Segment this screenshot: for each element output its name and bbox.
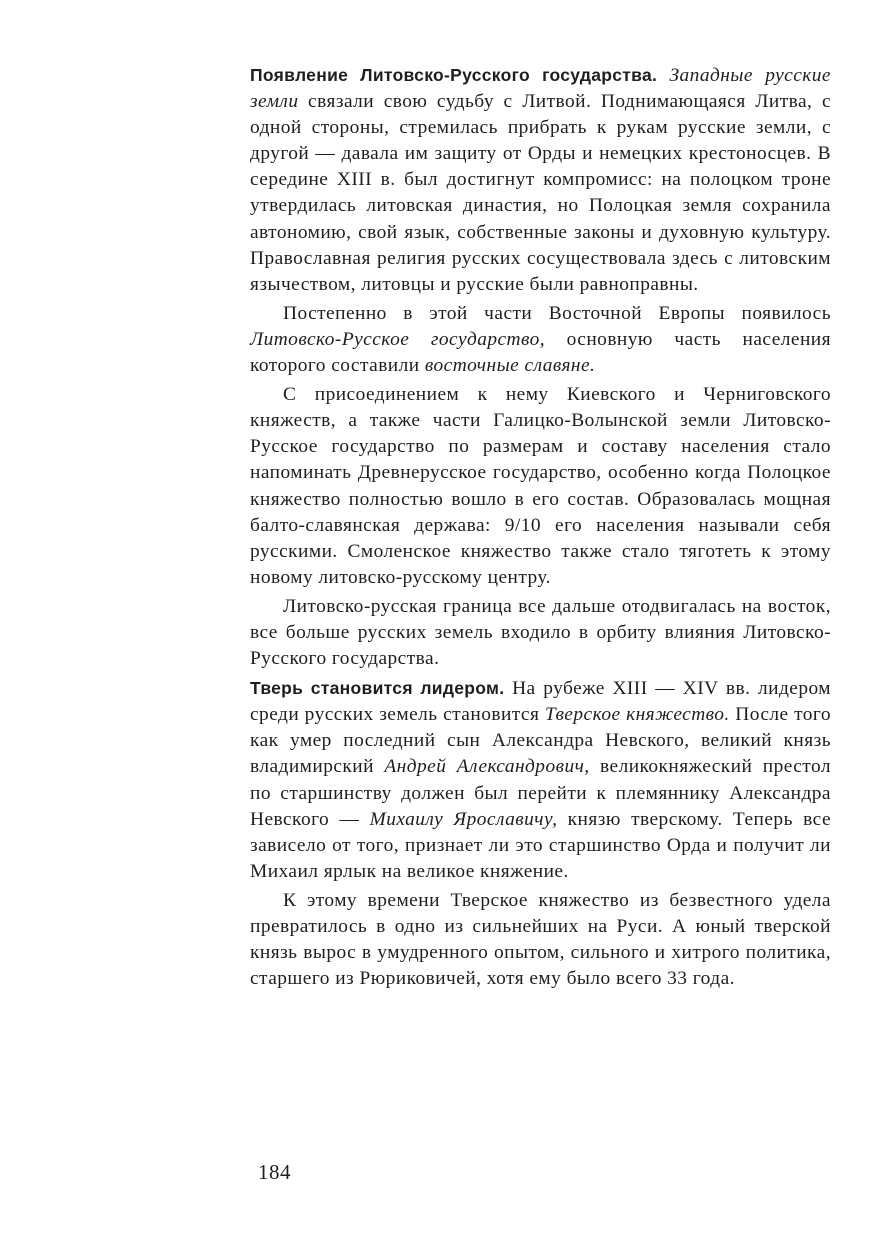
paragraph-lithuania-intro [250,62,831,298]
paragraph-state-emergence [250,301,831,379]
paragraph-annexation [250,382,831,591]
text-run: основную часть населения которого составили [250,328,831,377]
text-run [657,65,669,86]
text-run: С присоединением к нему Киевского и Черниговского княжеств, а также части Галицко-Волынской земли Литовско-Русское государство по размерам и составу населения стало напоминать Древнерусское государство, особенно когда Полоцкое княжество полностью вошло в его состав. Образовалась мощная балто-славянская держава: 9/10 его населения называли себя русскими. Смоленское княжество также стало тяготеть к этому новому литовско-русскому центру. [250,384,831,588]
text-run: Постепенно в этой части Восточной Европы появилось [283,302,831,324]
italic-term: Западные русские земли [250,65,831,113]
italic-term: Михаилу Ярославичу, [369,808,558,830]
paragraph-border [250,594,831,672]
text-run: После того как умер последний сын Александра Невского, великий князь владимирский [250,704,831,778]
text-run: К этому времени Тверское княжество из безвестного удела превратилось в одно из сильнейших на Руси. А юный тверской князь вырос в умудренного опытом, сильного и хитрого политика, старшего из Рюриковичей, хотя ему было всего 33 года. [250,889,831,990]
section-heading-tver: Тверь становится лидером. [250,678,505,699]
italic-term: Тверское княжество. [544,704,730,726]
paragraph-tver-leader [250,675,831,885]
text-run: Литовско-русская граница все дальше отодвигалась на восток, все больше русских земель входило в орбиту влияния Литовско-Русского государства. [250,595,831,670]
text-run: великокняжеский престол по старшинству должен был перейти к племяннику Александра Невского — [250,756,831,830]
text-run: князю тверскому. Теперь все зависело от того, признает ли это старшинство Орда и получит ли Михаил ярлык на великое княжение. [250,808,832,882]
section-heading-lithuanian-russian-state: Появление Литовско-Русского государства. [250,65,658,85]
paragraph-tver-prince [250,888,831,992]
page-text [250,62,831,995]
italic-term: восточные славяне. [424,355,596,377]
italic-term: Литовско-Русское государство, [250,328,546,350]
page-number: 184 [258,1160,291,1184]
text-run: На рубеже XIII — XIV вв. лидером среди русских земель становится [250,678,831,726]
text-run: связали свою судьбу с Литвой. Поднимающаяся Литва, с одной стороны, стремилась прибрать к рукам русские земли, с другой — давала им защиту от Орды и немецких крестоносцев. В середине XIII в. был достигнут компромисс: на полоцком троне утвердилась литовская династия, но Полоцкая земля сохранила автономию, свой язык, собственные законы и духовную культуру. Православная религия русских сосуществовала здесь с литовским язычеством, литовцы и русские были равноправны. [250,91,831,295]
italic-term: Андрей Александрович, [384,756,590,778]
